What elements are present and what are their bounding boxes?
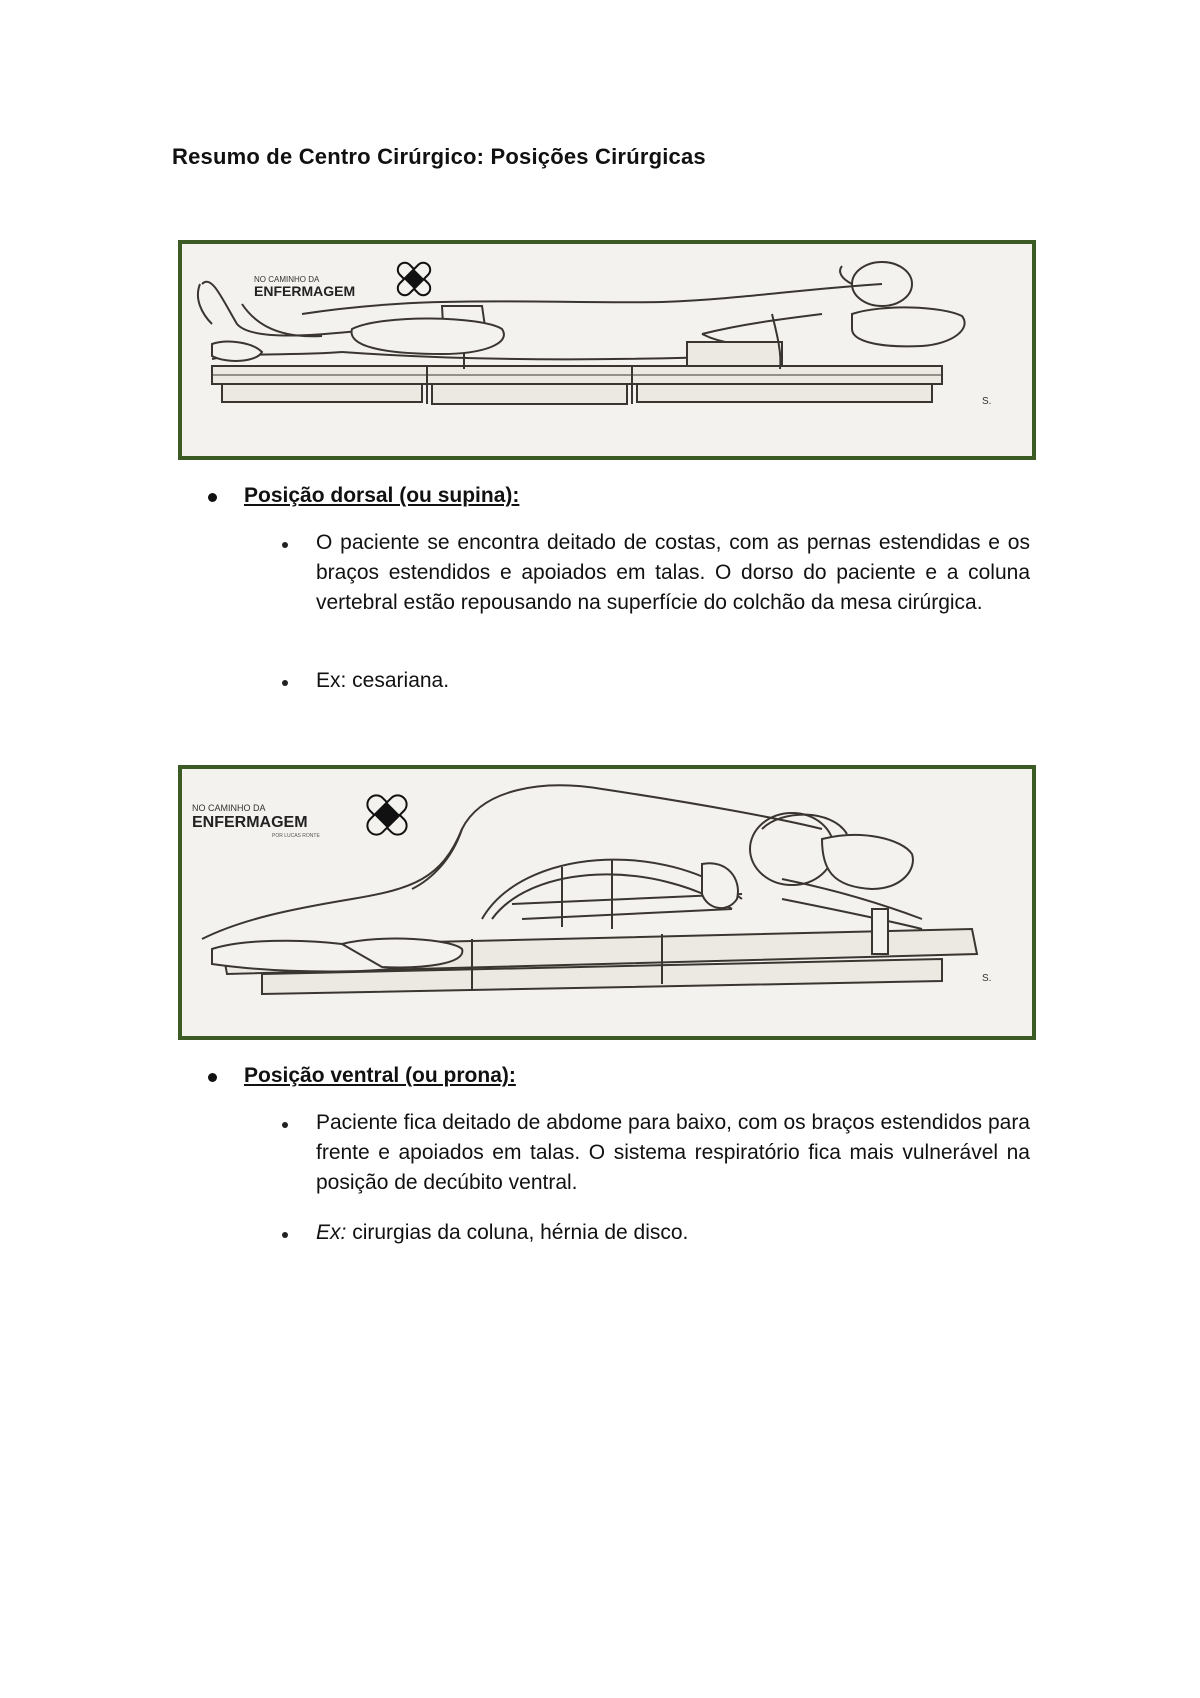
bullet-icon	[282, 542, 288, 548]
section-heading: Posição ventral (ou prona):	[244, 1064, 516, 1087]
bullet-icon	[282, 680, 288, 686]
figure2-logo-small: NO CAMINHO DA	[192, 803, 266, 813]
document-title: Resumo de Centro Cirúrgico: Posições Cirúrgicas	[172, 144, 706, 169]
supine-illustration	[182, 244, 1032, 456]
bullet-icon	[282, 1122, 288, 1128]
list-item: Ex: cesariana.	[316, 669, 450, 692]
prone-illustration	[182, 769, 1032, 1036]
figure2-logo-sub: POR LUCAS RONTE	[272, 833, 320, 839]
example-text: cirurgias da coluna, hérnia de disco.	[352, 1221, 689, 1244]
bandage-logo-icon	[353, 781, 421, 849]
figure1-signature: S.	[982, 396, 992, 407]
figure2-logo-big: ENFERMAGEM	[192, 814, 308, 831]
list-item: O paciente se encontra deitado de costas, com as pernas estendidas e os braços estendidos e apoiados em talas. O dorso do paciente e a coluna vertebral estão repousando na superfície do colchão da mesa cirúrgica.	[316, 531, 1030, 614]
figure1-logo-small: NO CAMINHO DA	[254, 275, 320, 284]
list-item-example	[316, 1218, 1030, 1248]
bullet-icon	[208, 493, 217, 502]
figure1-logo-big: ENFERMAGEM	[254, 283, 356, 299]
figure2-signature: S.	[982, 973, 992, 984]
bullet-icon	[282, 1232, 288, 1238]
example-prefix: Ex:	[316, 1221, 347, 1244]
figure-dorsal-position	[178, 240, 1036, 460]
figure-ventral-position	[178, 765, 1036, 1040]
list-item: Paciente fica deitado de abdome para baixo, com os braços estendidos para frente e apoiados em talas. O sistema respiratório fica mais vulnerável na posição de decúbito ventral.	[316, 1111, 1030, 1194]
section-heading: Posição dorsal (ou supina):	[244, 484, 520, 507]
bullet-icon	[208, 1073, 217, 1082]
bandage-logo-icon	[386, 251, 443, 308]
